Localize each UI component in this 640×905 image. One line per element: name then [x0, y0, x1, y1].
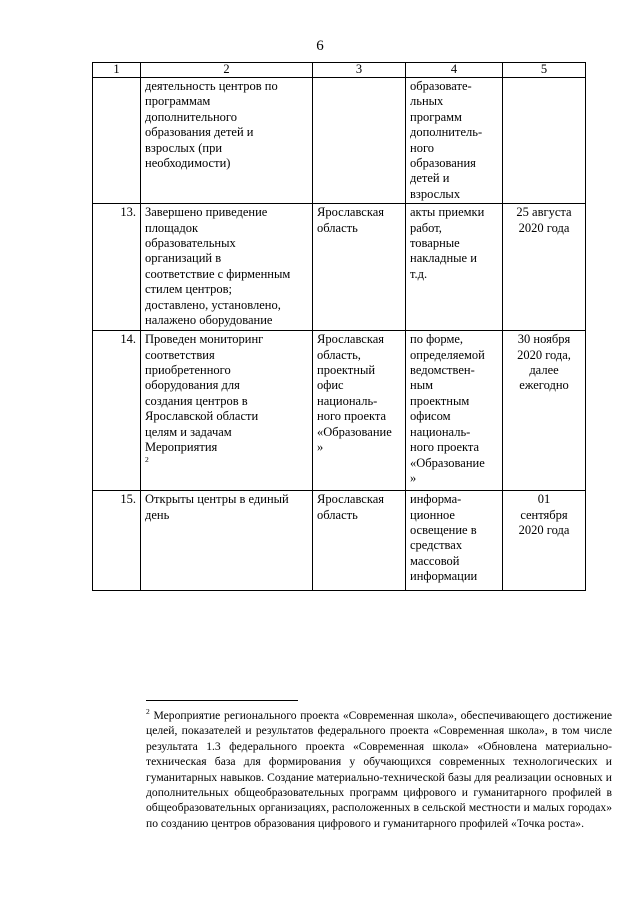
header-cell-2: 2	[141, 63, 313, 78]
footnote-separator	[146, 700, 298, 701]
table-row	[93, 204, 586, 331]
result-text: по форме, определяемой ведомствен- ным проектным офисом националь- ного проекта «Образование »	[410, 332, 485, 485]
event-cell	[141, 78, 313, 204]
event-text: Открыты центры в единый день	[145, 492, 289, 522]
row-number: 14.	[93, 331, 141, 491]
date-cell	[503, 204, 586, 331]
table-row	[93, 491, 586, 591]
event-text: Проведен мониторинг соответствия приобретенного оборудования для создания центров в Ярославской области целям и задачам Мероприятия	[145, 332, 264, 455]
event-cell	[141, 331, 313, 491]
result-text: образовате- льных программ дополнитель- ного образования детей и взрослых	[410, 79, 483, 201]
page-number: 6	[316, 38, 324, 54]
date-text: 01 сентября 2020 года	[518, 492, 570, 538]
responsible-cell	[313, 331, 406, 491]
date-cell	[503, 491, 586, 591]
date-text: 30 ноября 2020 года, далее ежегодно	[517, 332, 571, 393]
result-cell	[406, 491, 503, 591]
header-cell-4: 4	[406, 63, 503, 78]
footnote-marker: 2	[146, 707, 150, 717]
footnote-text: Мероприятие регионального проекта «Современная школа», обеспечивающего достижение целей, показателей и результатов федерального проекта «Современная школа», в том числе результата 1.3 федерального проекта «Современная школа» «Обновлена материально-техническая база для формирования у обучающихся современных технологических и гуманитарных навыков. Создание материально-технической базы для реализации основных и дополнительных общеобразовательных программ цифрового и гуманитарного профилей в общеобразовательных организациях, расположенных в сельской местности и малых городах» по созданию центров образования цифрового и гуманитарного профилей «Точка роста».	[146, 709, 612, 830]
result-text: акты приемки работ, товарные накладные и т.д.	[410, 205, 485, 281]
result-cell	[406, 331, 503, 491]
date-cell	[503, 331, 586, 491]
event-text: Завершено приведение площадок образовательных организаций в соответствие с фирменным стилем центров; доставлено, установлено, налажено оборудование	[145, 205, 291, 328]
header-cell-1: 1	[93, 63, 141, 78]
event-cell	[141, 491, 313, 591]
event-text: деятельность центров по программам дополнительного образования детей и взрослых (при необходимости)	[145, 79, 278, 171]
events-table	[92, 62, 586, 591]
date-text: 25 августа 2020 года	[516, 205, 572, 235]
row-number: 13.	[93, 204, 141, 331]
responsible-cell	[313, 491, 406, 591]
header-cell-3: 3	[313, 63, 406, 78]
row-number	[93, 78, 141, 204]
result-cell	[406, 78, 503, 204]
footnote	[146, 708, 612, 831]
footnote-ref: 2	[145, 454, 149, 464]
responsible-cell	[313, 204, 406, 331]
responsible-text: Ярославская область	[317, 205, 385, 235]
result-text: информа- ционное освещение в средствах массовой информации	[410, 492, 478, 584]
event-cell	[141, 204, 313, 331]
header-row	[93, 63, 586, 78]
responsible-text: Ярославская область, проектный офис националь- ного проекта «Образование »	[317, 332, 392, 455]
responsible-cell	[313, 78, 406, 204]
responsible-text: Ярославская область	[317, 492, 385, 522]
date-cell	[503, 78, 586, 204]
row-number: 15.	[93, 491, 141, 591]
header-cell-5: 5	[503, 63, 586, 78]
result-cell	[406, 204, 503, 331]
table-row	[93, 331, 586, 491]
table-row	[93, 78, 586, 204]
